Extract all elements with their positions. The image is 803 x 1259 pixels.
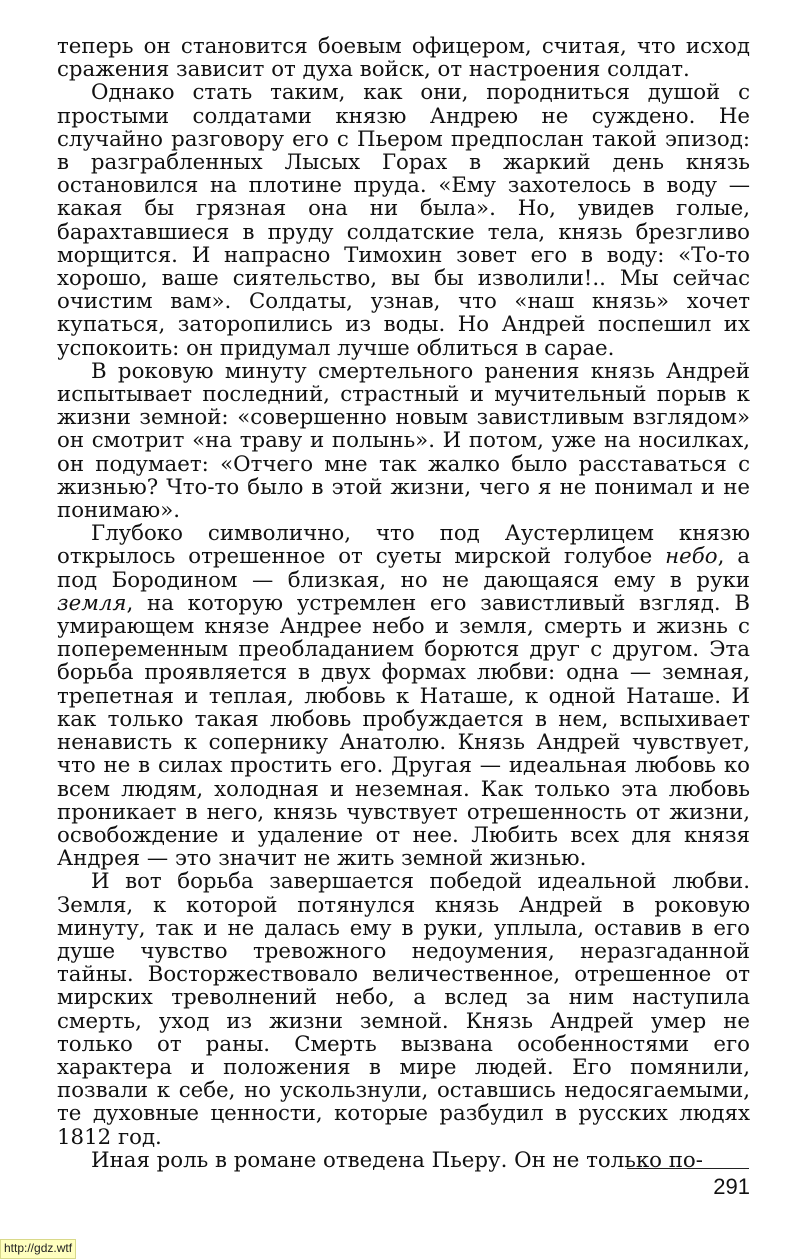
paragraph-4-part-2: , а под Бородином — близкая, но не дающаяся ему в руки <box>57 544 750 593</box>
paragraph-4-part-1: Глубоко символично, что под Аустерлицем князю открылось отрешенное от суеты мирской голубое <box>57 521 750 570</box>
watermark-link[interactable]: http://gdz.wtf <box>0 1239 76 1259</box>
word-earth: земля <box>57 590 127 616</box>
word-sky: небо <box>665 544 718 570</box>
paragraph-5: И вот борьба завершается победой идеальной любви. Земля, к которой потянулся князь Андрей в роковую минуту, так и не далась ему в руки, уплыла, оставив в его душе чувство тревожного недоумения, неразгаданной тайны. Восторжествовало величественное, отрешенное от мирских треволнений небо, а вслед за ним наступила смерть, уход из жизни земной. Князь Андрей умер не только от раны. Смерть вызвана особенностями его характера и положения в мире людей. Его помянили, позвали к себе, но ускользнули, оставшись недосягаемыми, те духовные ценности, которые разбудил в русских людях 1812 год. <box>57 869 750 1150</box>
footer-rule <box>627 1168 749 1169</box>
paragraph-2: Однако стать таким, как они, породниться душой с простыми солдатами князю Андрею не суждено. Не случайно разговору его с Пьером предпослан такой эпизод: в разграбленных Лысых Горах в жаркий день князь остановился на плотине пруда. «Ему захотелось в воду — какая бы грязная она ни была». Но, увидев голые, барахтавшиеся в пруду солдатские тела, князь брезгливо морщится. И напрасно Тимохин зовет его в воду: «То-то хорошо, ваше сиятельство, вы бы изволили!.. Мы сейчас очистим вам». Солдаты, узнав, что «наш князь» хочет купаться, заторопились из воды. Но Андрей поспешил их успокоить: он придумал лучше облиться в сарае. <box>57 80 750 361</box>
page-number: 291 <box>713 1174 750 1199</box>
paragraph-6: Иная роль в романе отведена Пьеру. Он не только по- <box>91 1147 703 1173</box>
page-text <box>57 35 750 1172</box>
paragraph-1: теперь он становится боевым офицером, считая, что исход сражения зависит от духа войск, от настроения солдат. <box>57 34 750 83</box>
paragraph-4 <box>57 522 750 870</box>
paragraph-3: В роковую минуту смертельного ранения князь Андрей испытывает последний, страстный и мучительный порыв к жизни земной: «совершенно новым завистливым взглядом» он смотрит «на траву и полынь». И потом, уже на носилках, он подумает: «Отчего мне так жалко было расставаться с жизнью? Что-то было в этой жизни, чего я не понимал и не понимаю». <box>57 358 750 524</box>
paragraph-4-part-3: , на которую устремлен его завистливый взгляд. В умирающем князе Андрее небо и земля, смерть и жизнь с попеременным преобладанием борются друг с другом. Эта борьба проявляется в двух формах любви: одна — земная, трепетная и теплая, любовь к Наташе, к одной Наташе. И как только такая любовь пробуждается в нем, вспыхивает ненависть к сопернику Анатолю. Князь Андрей чувствует, что не в силах простить его. Другая — идеальная любовь ко всем людям, холодная и неземная. Как только эта любовь проникает в него, князь чувствует отрешенность от жизни, освобождение и удаление от нее. Любить всех для князя Андрея — это значит не жить земной жизнью. <box>57 590 750 872</box>
